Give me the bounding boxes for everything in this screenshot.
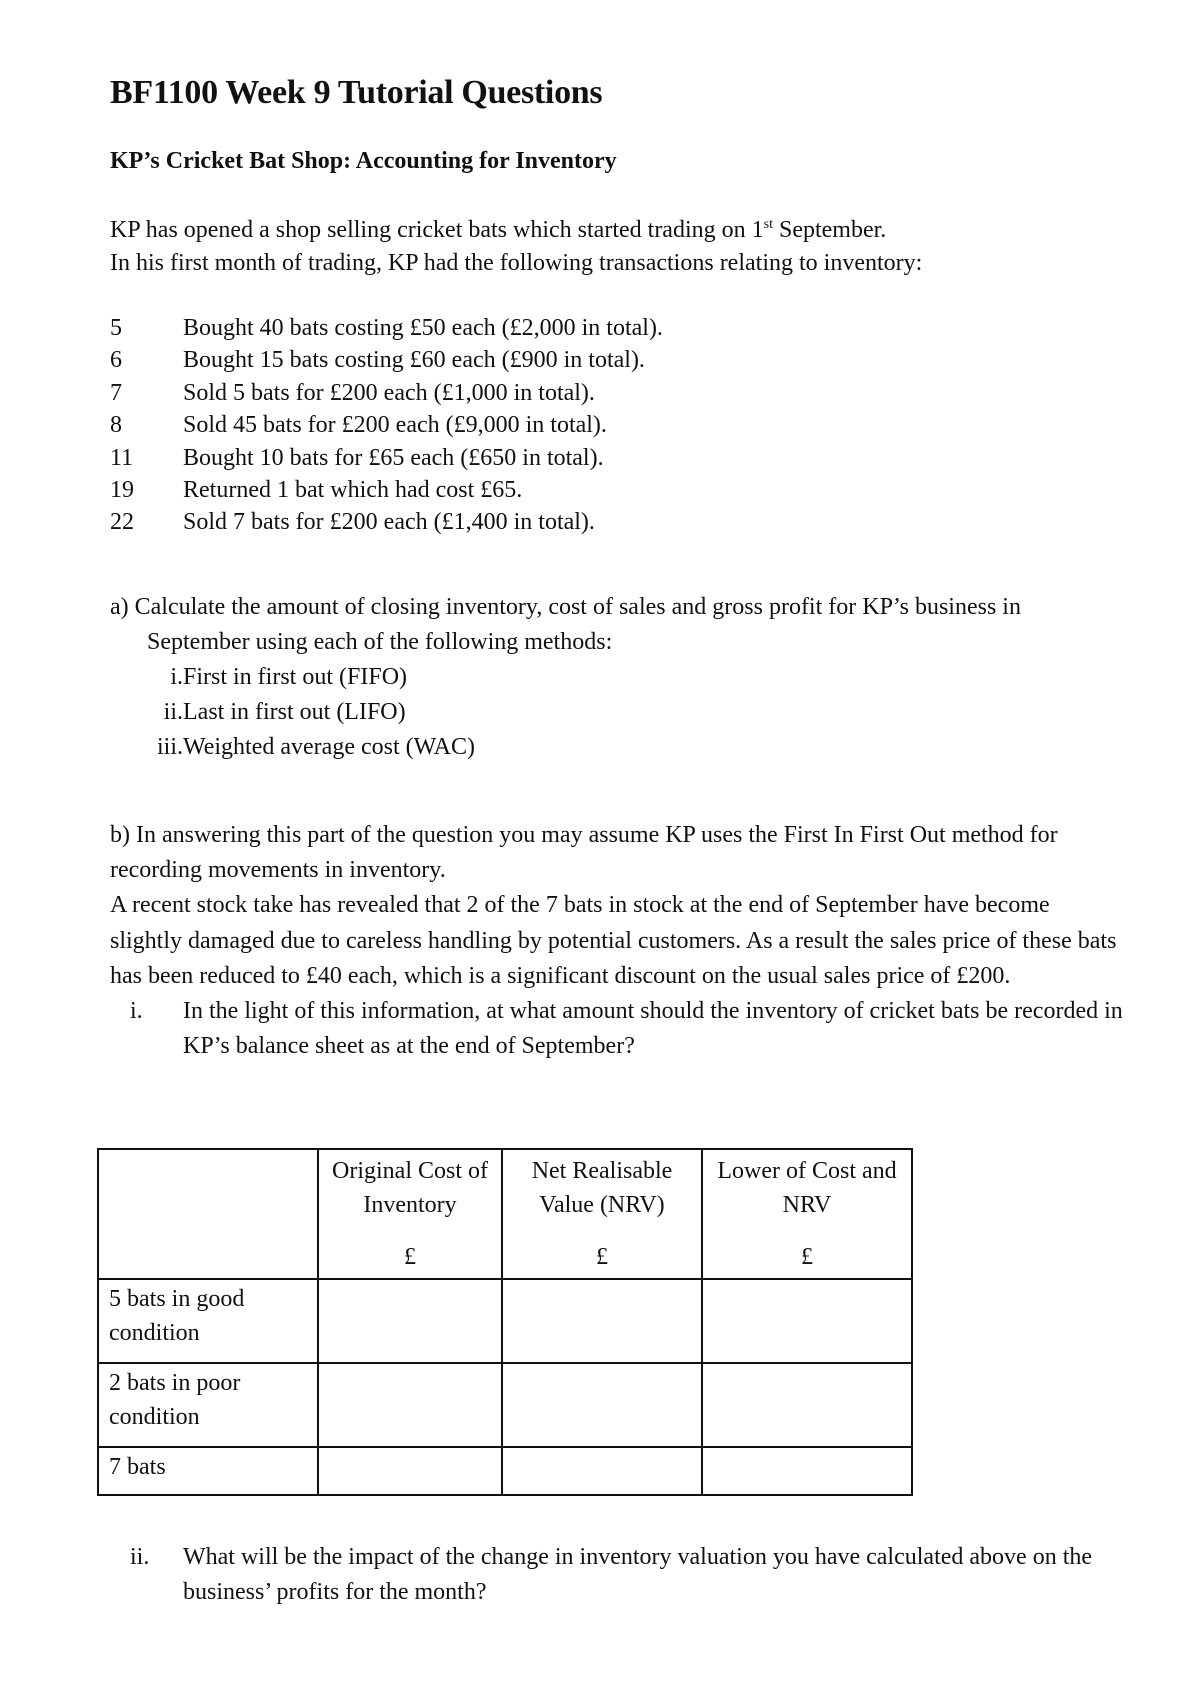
intro-line-2: In his first month of trading, KP had the following transactions relating to inventory: — [110, 250, 923, 276]
transaction-day: 5 — [110, 315, 122, 341]
method-number: i. — [170, 664, 183, 690]
column-unit: £ — [596, 1244, 608, 1270]
part-text: In the light of this information, at what amount should the inventory of cricket bats be recorded in KP’s balance sheet as at the end of September? — [183, 998, 1123, 1060]
table-header-row — [98, 1149, 912, 1279]
question-b-part-i — [110, 994, 1125, 1064]
inventory-valuation-table — [97, 1148, 913, 1496]
column-label: Original Cost of Inventory — [332, 1158, 488, 1218]
table-cell — [702, 1279, 912, 1363]
question-a — [110, 590, 1120, 765]
table-cell — [502, 1363, 702, 1447]
transaction-day: 7 — [110, 379, 122, 406]
row-label: 7 bats — [98, 1447, 318, 1495]
table-cell — [502, 1279, 702, 1363]
table-cell — [318, 1447, 502, 1495]
transaction-text: Bought 40 bats costing £50 each (£2,000 in total). — [183, 315, 663, 341]
question-b-part-ii-block — [110, 1540, 1125, 1610]
method-number: iii. — [156, 734, 183, 760]
transaction-text: Sold 45 bats for £200 each (£9,000 in total). — [183, 412, 607, 439]
intro-paragraph — [110, 214, 1120, 280]
table-row — [98, 1447, 912, 1495]
method-text: First in first out (FIFO) — [183, 664, 408, 690]
transaction-day: 19 — [110, 477, 134, 504]
method-item — [110, 730, 1120, 765]
question-b — [110, 818, 1125, 1064]
transaction-row — [110, 377, 663, 409]
table-header-cell — [702, 1149, 912, 1279]
column-unit: £ — [404, 1244, 416, 1270]
transaction-row — [110, 506, 663, 538]
transaction-day: 8 — [110, 412, 122, 439]
transaction-text: Sold 5 bats for £200 each (£1,000 in total). — [183, 379, 595, 406]
table-header-cell — [318, 1149, 502, 1279]
method-item — [110, 695, 1120, 730]
question-b-scenario: A recent stock take has revealed that 2 of the 7 bats in stock at the end of September have become slightly damaged due to careless handling by potential customers. As a result the sales price of these bats has been reduced to £40 each, which is a significant discount on the usual sales price of £200. — [110, 892, 1117, 989]
method-text: Last in first out (LIFO) — [183, 699, 406, 725]
transaction-row — [110, 344, 663, 376]
transaction-row — [110, 409, 663, 441]
column-label: Net Realisable Value (NRV) — [531, 1158, 673, 1218]
method-number: ii. — [163, 699, 183, 725]
transaction-row — [110, 474, 663, 506]
method-item — [110, 660, 1120, 695]
table-row — [98, 1363, 912, 1447]
transaction-text: Bought 15 bats costing £60 each (£900 in total). — [183, 347, 645, 374]
column-label: Lower of Cost and NRV — [717, 1158, 897, 1218]
transaction-text: Returned 1 bat which had cost £65. — [183, 477, 523, 504]
table-header-cell — [502, 1149, 702, 1279]
row-label: 2 bats in poor condition — [98, 1363, 318, 1447]
page-subtitle: KP’s Cricket Bat Shop: Accounting for Inventory — [110, 148, 617, 174]
intro-line-1: KP has opened a shop selling cricket bats which started trading on 1st September. — [110, 217, 887, 243]
method-text: Weighted average cost (WAC) — [183, 734, 475, 760]
transaction-text: Bought 10 bats for £65 each (£650 in total). — [183, 444, 604, 471]
table-cell — [318, 1279, 502, 1363]
transaction-row — [110, 312, 663, 344]
column-unit: £ — [801, 1244, 813, 1270]
part-number: ii. — [130, 1544, 150, 1570]
transaction-list — [110, 312, 663, 539]
part-number: i. — [130, 998, 143, 1025]
row-label: 5 bats in good condition — [98, 1279, 318, 1363]
part-text: What will be the impact of the change in inventory valuation you have calculated above on the business’ profits for the month? — [183, 1544, 1093, 1605]
transaction-day: 11 — [110, 444, 134, 471]
table-row — [98, 1279, 912, 1363]
table-corner-cell — [98, 1149, 318, 1279]
table-cell — [702, 1447, 912, 1495]
page-title: BF1100 Week 9 Tutorial Questions — [110, 74, 603, 111]
table-cell — [702, 1363, 912, 1447]
transaction-row — [110, 442, 663, 474]
question-b-part-ii — [110, 1540, 1125, 1610]
question-b-intro: b) In answering this part of the question you may assume KP uses the First In First Out method for recording movements in inventory. — [110, 822, 1058, 884]
table-cell — [318, 1363, 502, 1447]
table-cell — [502, 1447, 702, 1495]
transaction-day: 6 — [110, 347, 122, 374]
transaction-day: 22 — [110, 509, 134, 536]
transaction-text: Sold 7 bats for £200 each (£1,400 in total). — [183, 509, 595, 536]
question-a-text: a) Calculate the amount of closing inventory, cost of sales and gross profit for KP’s business in September using each of the following methods: — [110, 594, 1021, 655]
